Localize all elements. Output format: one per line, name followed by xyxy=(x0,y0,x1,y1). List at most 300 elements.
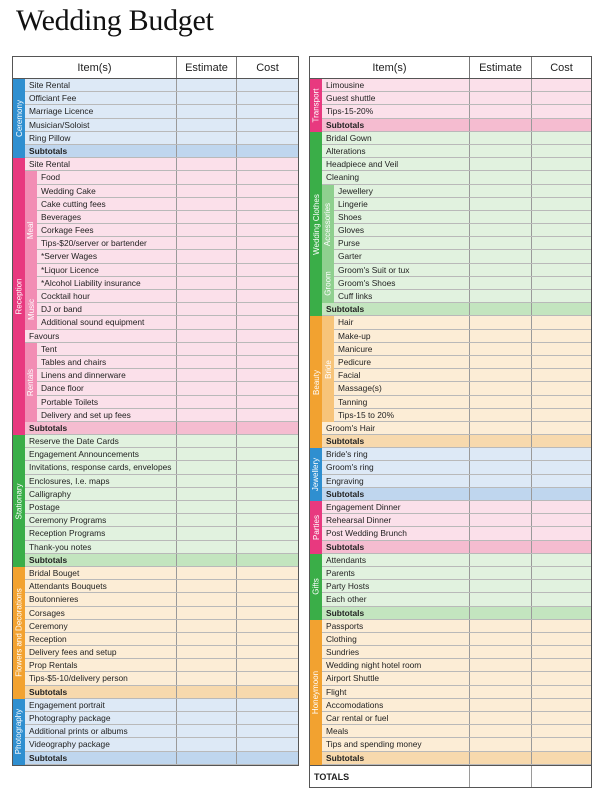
cost-cell[interactable] xyxy=(531,607,591,619)
item-cell: *Liquor Licence xyxy=(41,264,99,275)
cost-cell[interactable] xyxy=(236,620,298,632)
estimate-cell[interactable] xyxy=(176,527,236,539)
estimate-cell[interactable] xyxy=(176,607,236,619)
item-cell: Passports xyxy=(326,620,364,631)
estimate-cell[interactable] xyxy=(469,686,531,698)
item-cell: Additional prints or albums xyxy=(29,726,128,737)
cost-cell[interactable] xyxy=(531,237,591,249)
cost-cell[interactable] xyxy=(236,501,298,513)
table-row xyxy=(310,409,591,422)
section-label xyxy=(310,620,322,765)
estimate-cell[interactable] xyxy=(176,541,236,553)
cost-cell[interactable] xyxy=(531,514,591,526)
cost-cell[interactable] xyxy=(531,620,591,632)
cost-cell[interactable] xyxy=(236,369,298,381)
estimate-cell[interactable] xyxy=(176,316,236,328)
estimate-cell[interactable] xyxy=(469,330,531,342)
cost-cell[interactable] xyxy=(236,316,298,328)
cost-cell[interactable] xyxy=(236,79,298,91)
table-row xyxy=(13,222,298,240)
cost-cell[interactable] xyxy=(236,475,298,487)
estimate-cell[interactable] xyxy=(176,250,236,262)
cost-cell[interactable] xyxy=(236,527,298,539)
cost-cell[interactable] xyxy=(531,488,591,500)
cost-cell[interactable] xyxy=(236,646,298,658)
cost-cell[interactable] xyxy=(236,633,298,645)
cost-cell[interactable] xyxy=(236,422,298,434)
table-row xyxy=(13,92,298,105)
cost-cell[interactable] xyxy=(531,672,591,684)
cost-cell[interactable] xyxy=(531,527,591,539)
estimate-cell[interactable] xyxy=(469,567,531,579)
estimate-cell[interactable] xyxy=(176,567,236,579)
estimate-cell[interactable] xyxy=(469,712,531,724)
cost-cell[interactable] xyxy=(236,699,298,711)
cost-cell[interactable] xyxy=(531,475,591,487)
table-row xyxy=(13,396,298,409)
cost-cell[interactable] xyxy=(531,171,591,183)
cost-cell[interactable] xyxy=(236,725,298,737)
estimate-cell[interactable] xyxy=(469,409,531,421)
item-cell: Photography package xyxy=(29,713,111,723)
estimate-cell[interactable] xyxy=(176,369,236,381)
section-label-text: Wedding Clothes xyxy=(311,193,321,255)
section-label-text: Parties xyxy=(311,514,321,540)
table-row xyxy=(310,185,591,198)
cost-cell[interactable] xyxy=(236,738,298,750)
cost-cell[interactable] xyxy=(236,277,298,289)
estimate-cell[interactable] xyxy=(469,646,531,658)
estimate-cell[interactable] xyxy=(469,699,531,711)
cost-cell[interactable] xyxy=(236,686,298,698)
item-cell: Ceremony xyxy=(29,620,68,631)
table-row xyxy=(310,382,591,395)
estimate-cell[interactable] xyxy=(469,171,531,183)
estimate-cell[interactable] xyxy=(469,607,531,619)
estimate-cell[interactable] xyxy=(176,448,236,460)
budget-table-right xyxy=(309,56,592,788)
cost-cell[interactable] xyxy=(236,541,298,553)
cost-cell[interactable] xyxy=(236,250,298,262)
cost-cell[interactable] xyxy=(531,435,591,447)
item-cell: Post Wedding Brunch xyxy=(326,528,407,539)
cost-cell[interactable] xyxy=(236,435,298,447)
estimate-cell[interactable] xyxy=(176,92,236,104)
cost-cell[interactable] xyxy=(531,659,591,671)
cost-cell[interactable] xyxy=(531,132,591,144)
cost-cell[interactable] xyxy=(236,105,298,117)
cost-cell[interactable] xyxy=(531,198,591,210)
estimate-cell[interactable] xyxy=(176,224,236,236)
cost-cell[interactable] xyxy=(531,277,591,289)
item-cell: Marriage Licence xyxy=(29,106,94,117)
cost-cell[interactable] xyxy=(236,303,298,315)
cost-cell[interactable] xyxy=(531,145,591,157)
estimate-cell[interactable] xyxy=(176,303,236,315)
table-row xyxy=(13,738,298,751)
estimate-cell[interactable] xyxy=(176,712,236,724)
cost-cell[interactable] xyxy=(531,646,591,658)
estimate-cell[interactable] xyxy=(176,119,236,131)
cost-cell[interactable] xyxy=(531,738,591,750)
cost-cell[interactable] xyxy=(531,105,591,117)
table-row xyxy=(310,501,591,514)
estimate-cell[interactable] xyxy=(469,672,531,684)
estimate-cell[interactable] xyxy=(469,224,531,236)
estimate-cell[interactable] xyxy=(469,501,531,513)
total-cost-cell[interactable] xyxy=(531,766,591,787)
estimate-cell[interactable] xyxy=(176,554,236,566)
estimate-cell[interactable] xyxy=(469,659,531,671)
estimate-cell[interactable] xyxy=(176,211,236,223)
item-cell: Invitations, response cards, envelopes xyxy=(29,462,172,473)
estimate-cell[interactable] xyxy=(469,475,531,487)
estimate-cell[interactable] xyxy=(469,554,531,566)
item-cell: Groom's Shoes xyxy=(338,277,396,288)
estimate-cell[interactable] xyxy=(176,488,236,500)
cost-cell[interactable] xyxy=(236,672,298,684)
subtotal-label: Subtotals xyxy=(29,752,68,763)
estimate-cell[interactable] xyxy=(469,527,531,539)
table-row xyxy=(310,646,591,659)
table-row xyxy=(13,356,298,369)
estimate-cell[interactable] xyxy=(469,277,531,289)
item-cell: Guest shuttle xyxy=(326,93,376,104)
item-cell: Clothing xyxy=(326,633,357,644)
section-label xyxy=(13,158,25,435)
subtotal-row xyxy=(310,303,591,316)
subtotal-label: Subtotals xyxy=(326,752,365,763)
table-row xyxy=(310,396,591,409)
cost-cell[interactable] xyxy=(531,290,591,302)
table-row xyxy=(310,422,591,435)
table-row xyxy=(13,409,298,422)
cost-cell[interactable] xyxy=(236,198,298,210)
estimate-cell[interactable] xyxy=(176,290,236,302)
budget-section xyxy=(310,620,591,765)
cost-cell[interactable] xyxy=(236,356,298,368)
total-estimate-cell[interactable] xyxy=(469,766,531,787)
cost-cell[interactable] xyxy=(236,712,298,724)
estimate-cell[interactable] xyxy=(469,488,531,500)
estimate-cell[interactable] xyxy=(176,145,236,157)
cost-cell[interactable] xyxy=(531,264,591,276)
item-cell: Flight xyxy=(326,686,347,697)
estimate-cell[interactable] xyxy=(176,475,236,487)
section-label-text: Photography xyxy=(14,709,24,755)
cost-cell[interactable] xyxy=(531,541,591,553)
cost-cell[interactable] xyxy=(531,593,591,605)
item-cell: Tent xyxy=(41,343,57,354)
cost-cell[interactable] xyxy=(531,633,591,645)
cost-cell[interactable] xyxy=(236,567,298,579)
estimate-cell[interactable] xyxy=(469,514,531,526)
table-row xyxy=(310,264,591,277)
cost-cell[interactable] xyxy=(531,343,591,355)
table-row xyxy=(310,527,591,540)
item-cell: Engagement portrait xyxy=(29,699,105,710)
cost-cell[interactable] xyxy=(531,461,591,473)
cost-cell[interactable] xyxy=(531,316,591,328)
estimate-cell[interactable] xyxy=(176,686,236,698)
estimate-cell[interactable] xyxy=(469,725,531,737)
item-cell: Groom's Hair xyxy=(326,422,376,433)
cost-cell[interactable] xyxy=(531,303,591,315)
item-cell: Wedding Cake xyxy=(41,185,96,196)
item-cell: *Alcohol Liability insurance xyxy=(41,277,141,288)
table-row xyxy=(310,316,591,329)
budget-section xyxy=(13,699,298,765)
estimate-cell[interactable] xyxy=(469,738,531,750)
item-cell: *Server Wages xyxy=(41,251,98,262)
estimate-cell[interactable] xyxy=(176,620,236,632)
estimate-cell[interactable] xyxy=(176,79,236,91)
cost-cell[interactable] xyxy=(531,369,591,381)
estimate-cell[interactable] xyxy=(176,461,236,473)
item-cell: Limousine xyxy=(326,80,365,90)
estimate-cell[interactable] xyxy=(469,316,531,328)
cost-cell[interactable] xyxy=(531,330,591,342)
subtotal-row xyxy=(310,752,591,765)
estimate-cell[interactable] xyxy=(176,672,236,684)
item-cell: Party Hosts xyxy=(326,581,370,592)
estimate-cell[interactable] xyxy=(469,303,531,315)
estimate-cell[interactable] xyxy=(469,448,531,460)
subgroup-label-text: Rentals xyxy=(26,368,36,397)
cost-cell[interactable] xyxy=(531,712,591,724)
estimate-cell[interactable] xyxy=(176,738,236,750)
item-cell: Tips and spending money xyxy=(326,739,422,750)
estimate-cell[interactable] xyxy=(176,580,236,592)
estimate-cell[interactable] xyxy=(469,461,531,473)
estimate-cell[interactable] xyxy=(176,422,236,434)
budget-section xyxy=(310,79,591,132)
cost-cell[interactable] xyxy=(531,211,591,223)
item-cell: Shoes xyxy=(338,211,362,222)
estimate-cell[interactable] xyxy=(176,356,236,368)
estimate-cell[interactable] xyxy=(176,646,236,658)
cost-cell[interactable] xyxy=(236,514,298,526)
cost-cell[interactable] xyxy=(236,752,298,764)
estimate-cell[interactable] xyxy=(469,250,531,262)
cost-cell[interactable] xyxy=(236,290,298,302)
item-cell: Accomodations xyxy=(326,699,384,710)
cost-cell[interactable] xyxy=(236,132,298,144)
item-cell: Tables and chairs xyxy=(41,356,107,367)
cost-cell[interactable] xyxy=(236,461,298,473)
cost-cell[interactable] xyxy=(531,725,591,737)
cost-cell[interactable] xyxy=(236,330,298,342)
estimate-cell[interactable] xyxy=(176,396,236,408)
cost-cell[interactable] xyxy=(236,396,298,408)
cost-cell[interactable] xyxy=(236,448,298,460)
item-cell: Attendants xyxy=(326,554,367,565)
cost-cell[interactable] xyxy=(531,752,591,764)
estimate-cell[interactable] xyxy=(469,119,531,131)
header-estimate: Estimate xyxy=(469,57,531,78)
estimate-cell[interactable] xyxy=(469,343,531,355)
estimate-cell[interactable] xyxy=(469,79,531,91)
estimate-cell[interactable] xyxy=(176,409,236,421)
section-label-text: Ceremony xyxy=(14,100,24,138)
cost-cell[interactable] xyxy=(236,607,298,619)
cost-cell[interactable] xyxy=(236,145,298,157)
estimate-cell[interactable] xyxy=(469,620,531,632)
cost-cell[interactable] xyxy=(531,185,591,197)
estimate-cell[interactable] xyxy=(176,752,236,764)
table-header xyxy=(310,57,591,79)
subtotal-row xyxy=(310,119,591,132)
cost-cell[interactable] xyxy=(531,409,591,421)
table-row xyxy=(310,369,591,382)
cost-cell[interactable] xyxy=(236,554,298,566)
cost-cell[interactable] xyxy=(236,382,298,394)
estimate-cell[interactable] xyxy=(176,343,236,355)
estimate-cell[interactable] xyxy=(176,158,236,170)
table-row xyxy=(13,158,298,171)
estimate-cell[interactable] xyxy=(176,171,236,183)
estimate-cell[interactable] xyxy=(176,435,236,447)
cost-cell[interactable] xyxy=(531,699,591,711)
cost-cell[interactable] xyxy=(236,593,298,605)
cost-cell[interactable] xyxy=(236,119,298,131)
budget-section xyxy=(310,448,591,501)
estimate-cell[interactable] xyxy=(469,92,531,104)
estimate-cell[interactable] xyxy=(176,501,236,513)
cost-cell[interactable] xyxy=(531,396,591,408)
cost-cell[interactable] xyxy=(236,92,298,104)
cost-cell[interactable] xyxy=(236,488,298,500)
estimate-cell[interactable] xyxy=(469,541,531,553)
estimate-cell[interactable] xyxy=(469,580,531,592)
item-cell: Wedding night hotel room xyxy=(326,660,422,671)
cost-cell[interactable] xyxy=(531,580,591,592)
estimate-cell[interactable] xyxy=(469,422,531,434)
estimate-cell[interactable] xyxy=(469,435,531,447)
cost-cell[interactable] xyxy=(531,422,591,434)
cost-cell[interactable] xyxy=(531,356,591,368)
item-cell: Reception xyxy=(29,633,67,644)
estimate-cell[interactable] xyxy=(469,369,531,381)
item-cell: Reception Programs xyxy=(29,528,106,539)
item-cell: Food xyxy=(41,172,61,183)
cost-cell[interactable] xyxy=(531,382,591,394)
estimate-cell[interactable] xyxy=(469,158,531,170)
estimate-cell[interactable] xyxy=(469,396,531,408)
estimate-cell[interactable] xyxy=(469,633,531,645)
estimate-cell[interactable] xyxy=(469,185,531,197)
section-label xyxy=(310,316,322,448)
estimate-cell[interactable] xyxy=(176,593,236,605)
cost-cell[interactable] xyxy=(236,185,298,197)
cost-cell[interactable] xyxy=(236,580,298,592)
table-row xyxy=(310,633,591,646)
estimate-cell[interactable] xyxy=(469,264,531,276)
section-label xyxy=(13,435,25,567)
cost-cell[interactable] xyxy=(531,92,591,104)
item-cell: Groom's Suit or tux xyxy=(338,264,410,275)
estimate-cell[interactable] xyxy=(469,356,531,368)
table-row xyxy=(13,633,298,646)
section-label xyxy=(310,554,322,620)
estimate-cell[interactable] xyxy=(176,382,236,394)
table-row xyxy=(13,303,298,316)
budget-section xyxy=(310,554,591,620)
item-cell: Officiant Fee xyxy=(29,93,77,104)
subgroup-label xyxy=(322,316,334,422)
cost-cell[interactable] xyxy=(531,158,591,170)
estimate-cell[interactable] xyxy=(176,659,236,671)
estimate-cell[interactable] xyxy=(176,633,236,645)
estimate-cell[interactable] xyxy=(176,237,236,249)
subgroup-label-text: Music xyxy=(26,299,36,321)
table-row xyxy=(13,132,298,145)
estimate-cell[interactable] xyxy=(176,264,236,276)
table-row xyxy=(13,501,298,514)
item-cell: Hair xyxy=(338,317,354,328)
subtotal-label: Subtotals xyxy=(326,488,365,499)
estimate-cell[interactable] xyxy=(469,382,531,394)
table-row xyxy=(13,435,298,448)
estimate-cell[interactable] xyxy=(176,277,236,289)
estimate-cell[interactable] xyxy=(176,185,236,197)
cost-cell[interactable] xyxy=(236,659,298,671)
cost-cell[interactable] xyxy=(236,224,298,236)
cost-cell[interactable] xyxy=(236,264,298,276)
cost-cell[interactable] xyxy=(531,448,591,460)
table-row xyxy=(310,554,591,567)
estimate-cell[interactable] xyxy=(176,330,236,342)
estimate-cell[interactable] xyxy=(469,198,531,210)
estimate-cell[interactable] xyxy=(469,105,531,117)
cost-cell[interactable] xyxy=(531,686,591,698)
totals-row xyxy=(310,765,591,787)
table-row xyxy=(13,211,298,224)
estimate-cell[interactable] xyxy=(176,105,236,117)
item-cell: Engagement Announcements xyxy=(29,449,139,460)
estimate-cell[interactable] xyxy=(176,132,236,144)
cost-cell[interactable] xyxy=(236,158,298,170)
cost-cell[interactable] xyxy=(531,79,591,91)
table-row xyxy=(310,672,591,685)
cost-cell[interactable] xyxy=(236,343,298,355)
item-cell: Gloves xyxy=(338,225,365,236)
cost-cell[interactable] xyxy=(531,224,591,236)
estimate-cell[interactable] xyxy=(469,211,531,223)
item-cell: Attendants Bouquets xyxy=(29,581,107,592)
cost-cell[interactable] xyxy=(531,501,591,513)
cost-cell[interactable] xyxy=(531,567,591,579)
estimate-cell[interactable] xyxy=(469,237,531,249)
cost-cell[interactable] xyxy=(236,409,298,421)
estimate-cell[interactable] xyxy=(469,290,531,302)
header-cost: Cost xyxy=(531,57,591,78)
cost-cell[interactable] xyxy=(531,554,591,566)
estimate-cell[interactable] xyxy=(176,725,236,737)
estimate-cell[interactable] xyxy=(176,198,236,210)
estimate-cell[interactable] xyxy=(469,752,531,764)
estimate-cell[interactable] xyxy=(469,593,531,605)
cost-cell[interactable] xyxy=(236,211,298,223)
estimate-cell[interactable] xyxy=(176,514,236,526)
estimate-cell[interactable] xyxy=(469,132,531,144)
estimate-cell[interactable] xyxy=(469,145,531,157)
cost-cell[interactable] xyxy=(236,171,298,183)
cost-cell[interactable] xyxy=(531,119,591,131)
cost-cell[interactable] xyxy=(531,250,591,262)
cost-cell[interactable] xyxy=(236,237,298,249)
estimate-cell[interactable] xyxy=(176,699,236,711)
